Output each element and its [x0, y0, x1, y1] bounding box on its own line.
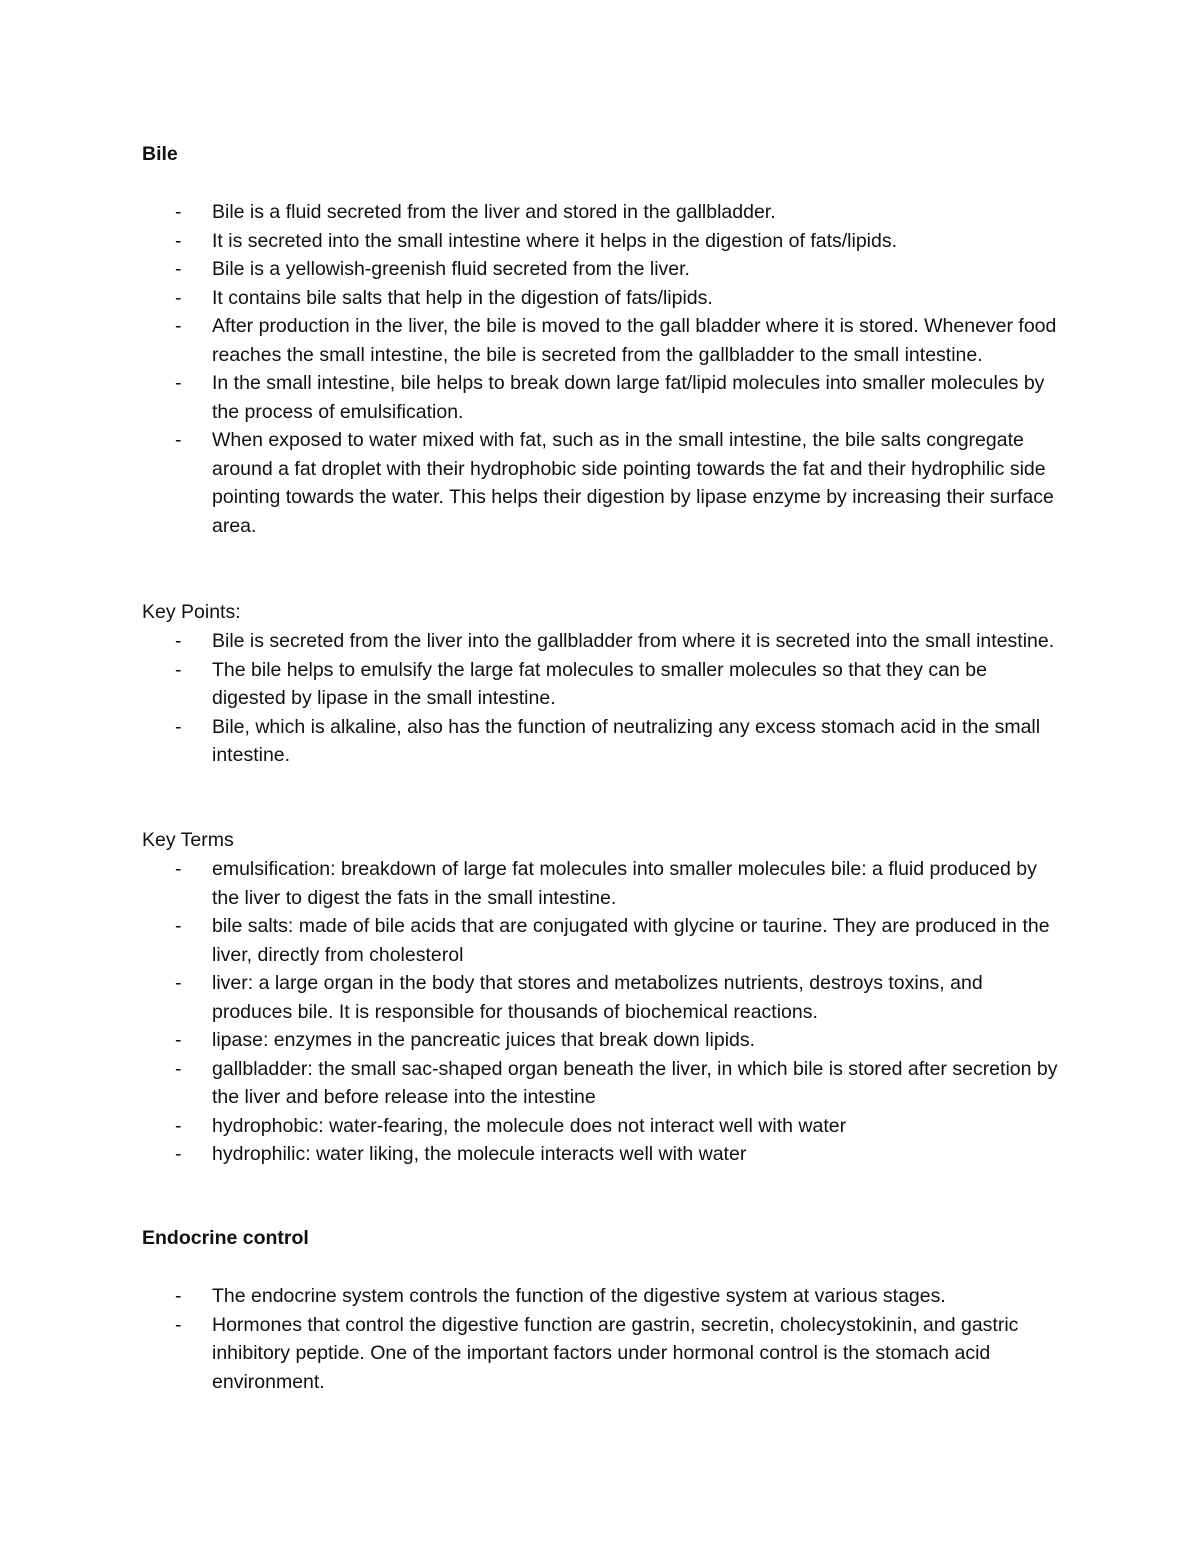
list-item: [142, 1282, 1062, 1311]
list-item-text: liver: a large organ in the body that stores and metabolizes nutrients, destroys toxins, and produces bile. It is responsible for thousands of biochemical reactions.: [212, 972, 983, 1023]
list-item-text: The bile helps to emulsify the large fat molecules to smaller molecules so that they can be digested by lipase in the small intestine.: [212, 658, 987, 709]
dash-bullet: -: [175, 315, 182, 337]
list-item: [142, 855, 1062, 912]
list-item: [142, 255, 1062, 284]
list-item: [142, 312, 1062, 369]
endocrine-heading: Endocrine control: [142, 1227, 309, 1249]
list-item: [142, 656, 1062, 713]
list-item: [142, 1112, 1062, 1141]
dash-bullet: -: [175, 630, 182, 652]
dash-bullet: -: [175, 258, 182, 280]
dash-bullet: -: [175, 429, 182, 451]
list-item: [142, 426, 1062, 540]
list-item-text: Bile, which is alkaline, also has the function of neutralizing any excess stomach acid in the small intestine.: [212, 715, 1041, 766]
dash-bullet: -: [175, 715, 182, 738]
list-item-text: Bile is a yellowish-greenish fluid secreted from the liver.: [212, 258, 690, 280]
list-item: [142, 284, 1062, 313]
list-item-text: emulsification: breakdown of large fat molecules into smaller molecules bile: a fluid produced by the liver to digest the fats in the small intestine.: [212, 858, 1037, 909]
key-points-list: [142, 627, 1062, 770]
list-item: [142, 912, 1062, 969]
list-item: [142, 198, 1062, 227]
list-item-text: lipase: enzymes in the pancreatic juices that break down lipids.: [212, 1029, 756, 1051]
list-item: [142, 1311, 1062, 1397]
list-item-text: Bile is secreted from the liver into the gallbladder from where it is secreted into the small intestine.: [212, 630, 1055, 652]
endocrine-list: [142, 1282, 1062, 1396]
list-item-text: Hormones that control the digestive function are gastrin, secretin, cholecystokinin, and gastric inhibitory peptide. One of the important factors under hormonal control is the stomach acid environment.: [212, 1313, 1019, 1393]
list-item: [142, 969, 1062, 1026]
dash-bullet: -: [175, 972, 182, 994]
key-points-label: Key Points:: [142, 601, 241, 623]
dash-bullet: -: [175, 286, 182, 309]
dash-bullet: -: [175, 201, 182, 223]
list-item-text: In the small intestine, bile helps to break down large fat/lipid molecules into smaller molecules by the process of emulsification.: [212, 372, 1045, 423]
list-item-text: When exposed to water mixed with fat, such as in the small intestine, the bile salts congregate around a fat droplet with their hydrophobic side pointing towards the fat and their hydrophilic side pointing towards the water. This helps their digestion by lipase enzyme by increasing their surface area.: [212, 429, 1054, 537]
list-item-text: Bile is a fluid secreted from the liver and stored in the gallbladder.: [212, 201, 776, 223]
dash-bullet: -: [175, 1029, 182, 1051]
dash-bullet: -: [175, 1114, 182, 1137]
dash-bullet: -: [175, 915, 182, 937]
list-item: [142, 627, 1062, 656]
dash-bullet: -: [175, 1143, 182, 1165]
key-terms-label: Key Terms: [142, 829, 234, 851]
list-item: [142, 369, 1062, 426]
list-item: [142, 227, 1062, 256]
dash-bullet: -: [175, 229, 182, 252]
dash-bullet: -: [175, 1313, 182, 1336]
list-item-text: It is secreted into the small intestine where it helps in the digestion of fats/lipids.: [212, 229, 898, 252]
list-item: [142, 1026, 1062, 1055]
key-terms-list: [142, 855, 1062, 1169]
list-item: [142, 1140, 1062, 1169]
dash-bullet: -: [175, 372, 182, 394]
list-item-text: bile salts: made of bile acids that are conjugated with glycine or taurine. They are produced in the liver, directly from cholesterol: [212, 915, 1050, 966]
list-item: [142, 1055, 1062, 1112]
bile-list: [142, 198, 1062, 540]
list-item-text: It contains bile salts that help in the digestion of fats/lipids.: [212, 286, 713, 309]
list-item-text: The endocrine system controls the function of the digestive system at various stages.: [212, 1285, 946, 1307]
dash-bullet: -: [175, 1057, 182, 1080]
list-item-text: hydrophilic: water liking, the molecule interacts well with water: [212, 1143, 747, 1165]
list-item-text: gallbladder: the small sac-shaped organ beneath the liver, in which bile is stored after secretion by the liver and before release into the intestine: [212, 1057, 1058, 1108]
dash-bullet: -: [175, 858, 182, 880]
dash-bullet: -: [175, 658, 182, 681]
list-item: [142, 713, 1062, 770]
list-item-text: hydrophobic: water-fearing, the molecule does not interact well with water: [212, 1114, 847, 1137]
list-item-text: After production in the liver, the bile is moved to the gall bladder where it is stored. Whenever food reaches the small intestine, the bile is secreted from the gallbladder to the small intestine.: [212, 315, 1057, 366]
bile-heading: Bile: [142, 143, 178, 165]
dash-bullet: -: [175, 1285, 182, 1307]
